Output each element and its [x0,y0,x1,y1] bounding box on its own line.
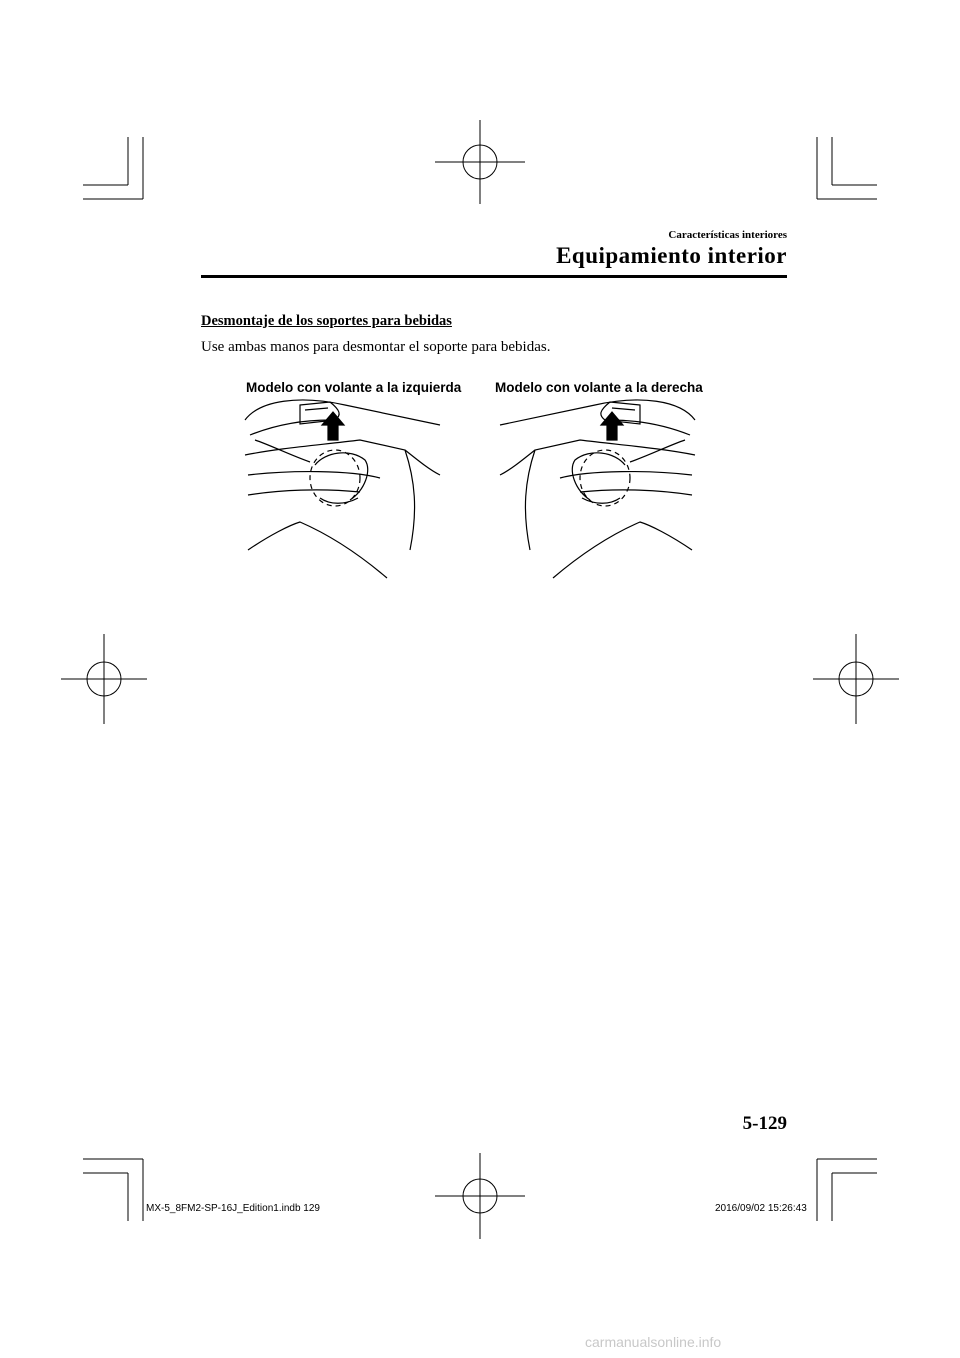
figure-caption-right: Modelo con volante a la derecha [495,380,703,395]
footer-file-info: MX-5_8FM2-SP-16J_Edition1.indb 129 [146,1203,320,1214]
figure-caption-left: Modelo con volante a la izquierda [246,380,462,395]
section-label: Características interiores [668,229,787,241]
watermark: carmanualsonline.info [585,1334,722,1350]
section-body-text: Use ambas manos para desmontar el soporte para bebidas. [201,339,551,355]
section-heading: Desmontaje de los soportes para bebidas [201,313,452,329]
page-number: 5-129 [742,1113,787,1134]
footer-print-date: 2016/09/02 15:26:43 [715,1203,807,1214]
page-title: Equipamiento interior [556,243,787,268]
